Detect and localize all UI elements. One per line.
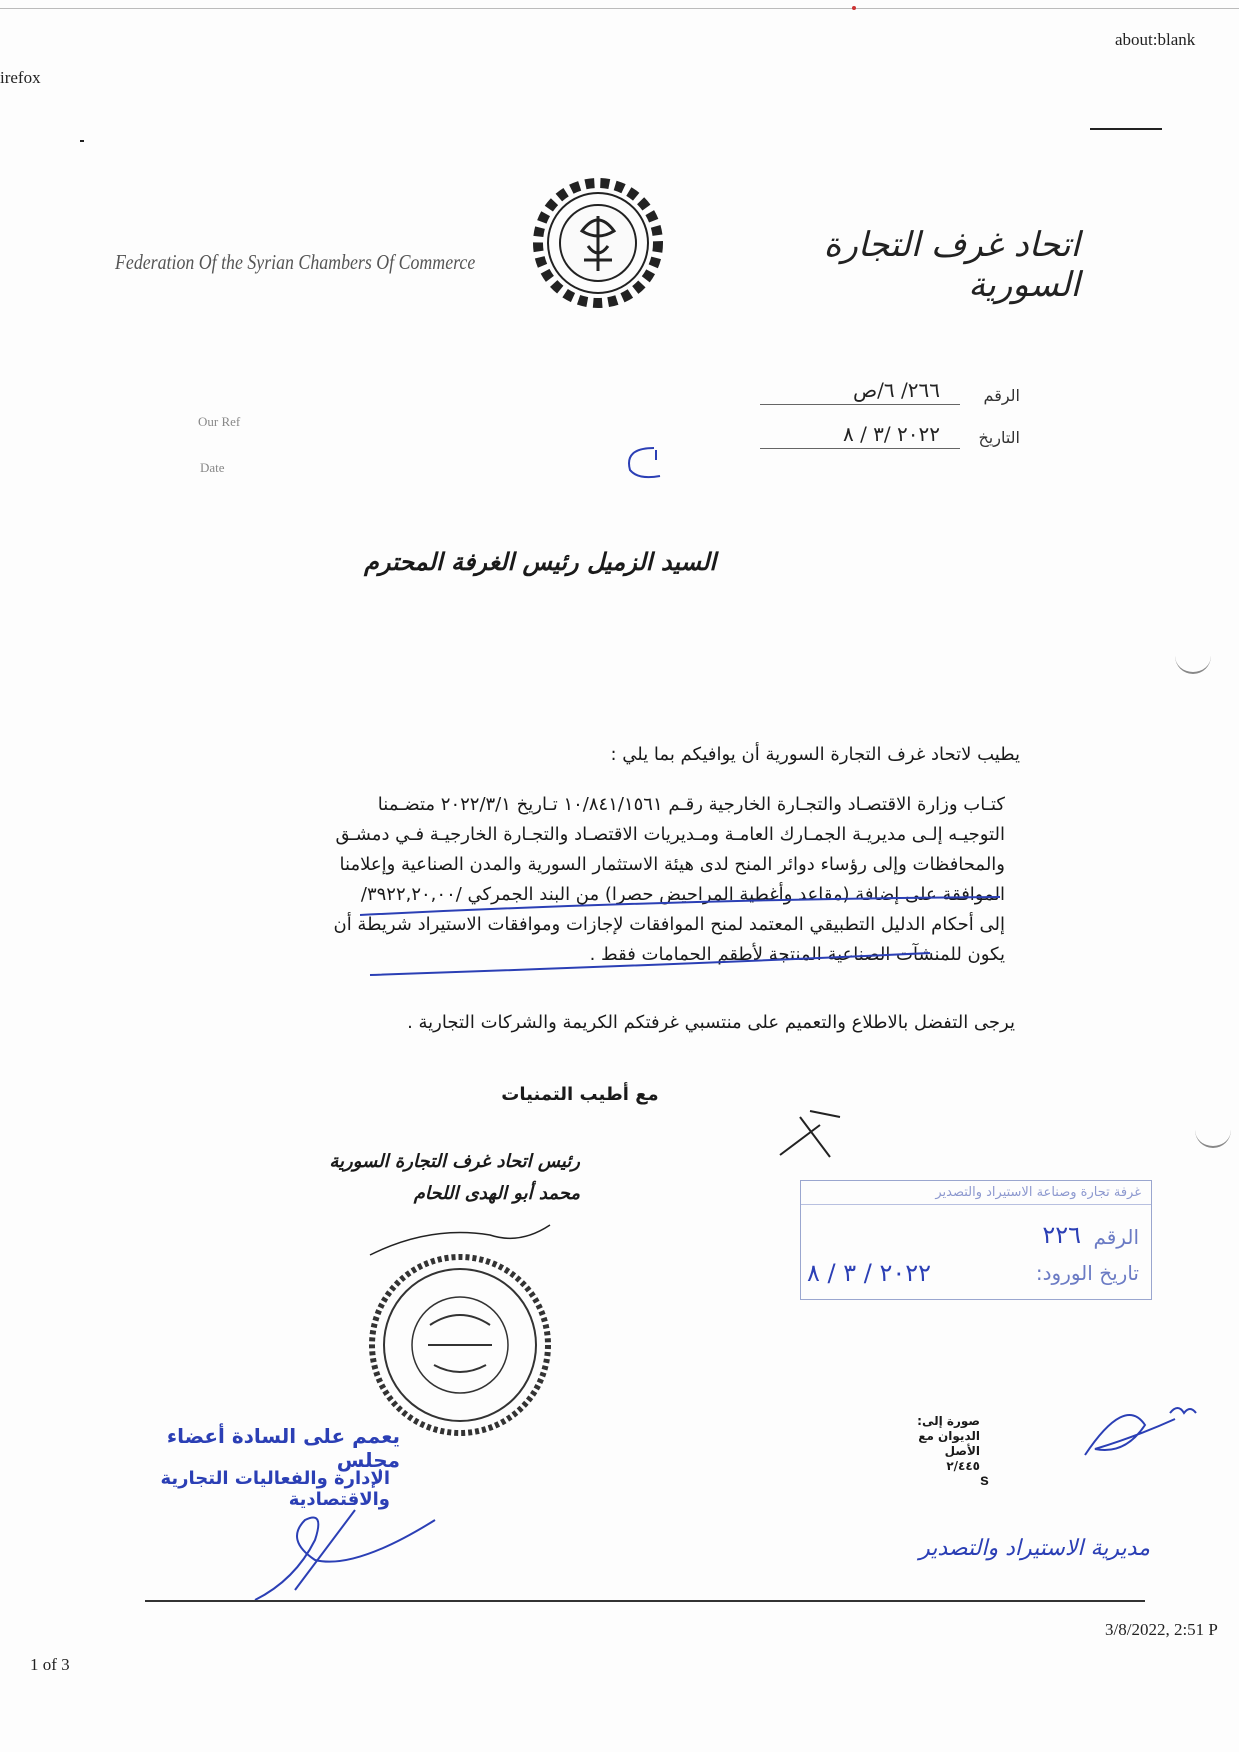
paragraph-line: إلى أحكام الدليل التطبيقي المعتمد لمنح الموافقات لإجازات وموافقات الاستيراد شريطة أن	[333, 914, 1005, 935]
stamp-number-label: الرقم	[1093, 1225, 1139, 1249]
paragraph-line: والمحافظات وإلى رؤساء دوائر المنح لدى هيئة الاستثمار السورية والمدن الصناعية وإعلامنا	[339, 854, 1005, 875]
signature-block	[250, 1146, 580, 1210]
signatory-name: محمد أبو الهدى اللحام	[413, 1183, 580, 1204]
copy-to-label: صورة إلى:	[917, 1414, 980, 1428]
ref-number: ٢٦٦/ ٦/ص	[852, 378, 940, 402]
print-timestamp: 3/8/2022, 2:51 P	[1105, 1620, 1218, 1639]
stamp-number-value: ٢٢٦	[1042, 1221, 1081, 1249]
handwritten-signature-right	[1075, 1395, 1205, 1475]
stamp-date-label: تاريخ الورود:	[1035, 1261, 1139, 1285]
corner-dash	[1090, 128, 1162, 130]
handwritten-note-line2: الإدارة والفعاليات التجارية والاقتصادية	[160, 1468, 390, 1510]
stamp-header: غرفة تجارة وصناعة الاستيراد والتصدير	[801, 1181, 1151, 1205]
footer-rule	[145, 1600, 1145, 1602]
handwritten-signature-left	[245, 1500, 445, 1610]
closing-line: مع أطيب التمنيات	[501, 1084, 659, 1105]
copy-to-line1: الديوان مع الأصل	[918, 1429, 980, 1458]
request-line: يرجى التفضل بالاطلاع والتعميم على منتسبي غرفتكم الكريمة والشركات التجارية .	[407, 1012, 1015, 1033]
paragraph-line: كتـاب وزارة الاقتصـاد والتجـارة الخارجية رقـم ١٠/٨٤١/١٥٦١ تـاريخ ٢٠٢٢/٣/١ متضـمنا	[377, 794, 1005, 815]
punch-hole-bottom	[1195, 1126, 1231, 1148]
federation-name-arabic: اتحاد غرف التجارة السورية	[823, 225, 1080, 305]
red-dot-mark	[852, 6, 856, 10]
paragraph-line: التوجيـه إلـى مديريـة الجمـارك العامـة ومـديريات الاقتصـاد والتجـارة الخارجيـة فـي دمشـق	[335, 824, 1005, 845]
paragraph-line: يكون للمنشآت الصناعية المنتجة لأطقم الحمامات فقط .	[589, 944, 1005, 965]
signatory-title: رئيس اتحاد غرف التجارة السورية	[329, 1151, 580, 1172]
incoming-stamp	[800, 1180, 1152, 1300]
stamp-date-value: ٢٠٢٢ / ٣ / ٨	[807, 1259, 932, 1287]
handwritten-note-line1: يعمم على السادة أعضاء مجلس	[166, 1424, 400, 1472]
our-ref-label: Our Ref	[198, 414, 241, 429]
print-page-counter: 1 of 3	[30, 1655, 70, 1674]
intro-line: يطيب لاتحاد غرف التجارة السورية أن يوافيكم بما يلي :	[610, 744, 1020, 765]
handwritten-note-bottom: مديرية الاستيراد والتصدير	[919, 1536, 1150, 1561]
handwritten-circle-mark	[620, 440, 670, 484]
handwritten-underlines	[360, 895, 1020, 995]
salutation: السيد الزميل رئيس الغرفة المحترم	[363, 548, 717, 576]
copy-to-block	[880, 1414, 980, 1474]
date-label-arabic: التاريخ	[978, 428, 1020, 447]
paragraph-line: الموافقة على إضافة (مقاعد وأغطية المراحيض حصرا) من البند الجمركي /٣٩٢٢,٢٠,٠٠/	[360, 884, 1005, 905]
copy-to-mark: s	[980, 1472, 989, 1489]
copy-to-line2: ٢/٤٤٥	[946, 1459, 980, 1473]
top-rule	[0, 8, 1239, 9]
punch-hole-top	[1175, 652, 1211, 674]
federation-logo-gear-icon	[522, 176, 674, 310]
federation-name-english: Federation Of the Syrian Chambers Of Commerce	[115, 250, 476, 274]
ref-label-arabic: الرقم	[983, 386, 1020, 405]
print-url: about:blank	[1115, 30, 1196, 49]
speck-mark	[80, 140, 84, 142]
letter-date: ٢٠٢٢ /٣ / ٨	[842, 422, 940, 446]
handwritten-initial	[770, 1105, 850, 1165]
ref-field-line	[760, 404, 960, 405]
date-field-line	[760, 448, 960, 449]
date-label-english: Date	[200, 460, 225, 475]
print-app-name: irefox	[0, 68, 41, 87]
